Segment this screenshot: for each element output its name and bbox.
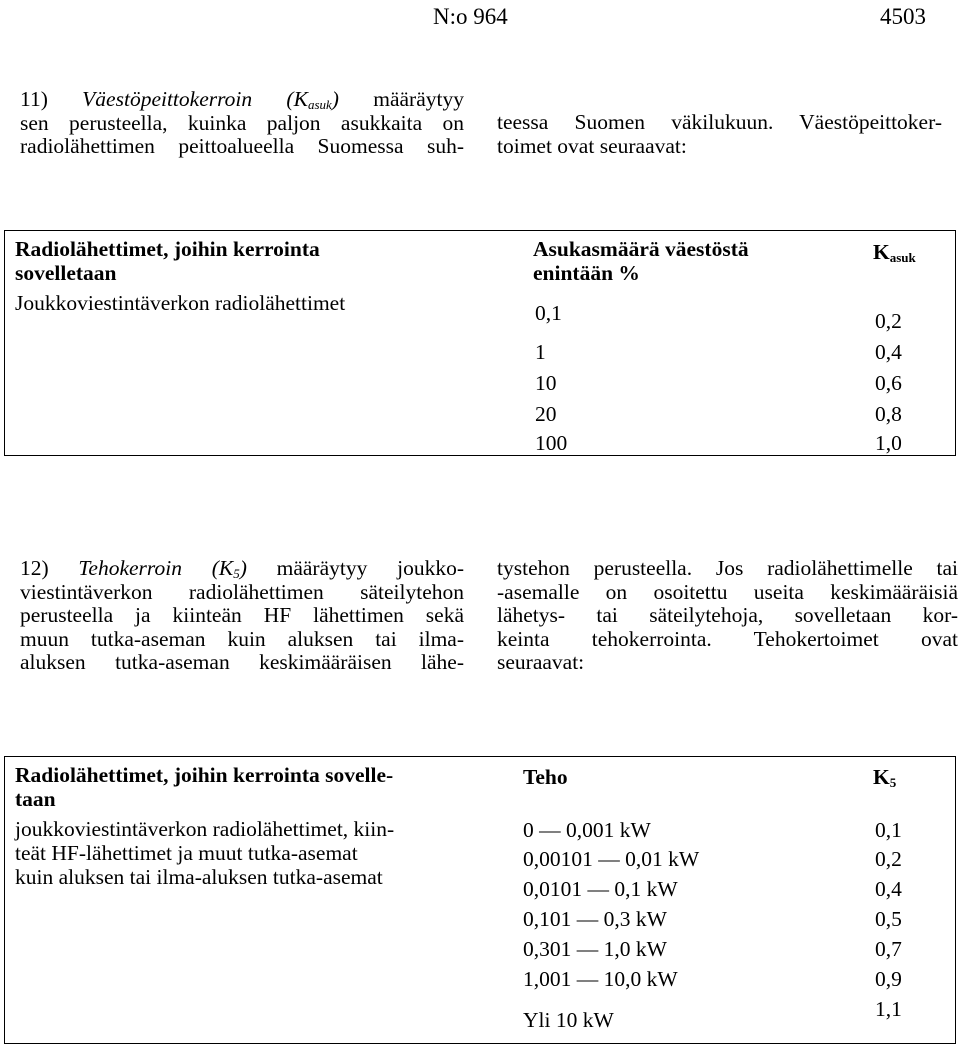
table1-header-transmitters: Radiolähettimet, joihin kerrointa sovelletaan	[15, 237, 320, 285]
p12-right-line-2: -asemalle on osoitettu useita keskimääräisiä	[497, 579, 958, 604]
p11-right-line-1: teessa Suomen väkilukuun. Väestöpeittoker-	[497, 110, 942, 134]
table-power-factor	[4, 756, 956, 1044]
p12-line-3: perusteella ja kiinteän HF lähettimen sekä	[20, 603, 464, 627]
table1-row-pct: 1	[535, 340, 546, 364]
p12-right-line-4: keinta tehokerrointa. Tehokertoimet ovat	[497, 626, 958, 651]
table2-header-teho: Teho	[523, 765, 568, 789]
table1-row-pct: 100	[535, 431, 568, 455]
table2-row-teho: 1,001 — 10,0 kW	[523, 967, 678, 991]
table2-row-teho: Yli 10 kW	[523, 1008, 614, 1032]
p11-line-2: sen perusteella, kuinka paljon asukkaita on	[20, 110, 464, 135]
p12-line-2: viestintäverkon radiolähettimen säteilytehon	[20, 579, 464, 604]
table2-header-transmitters: Radiolähettimet, joihin kerrointa sovelle- taan	[15, 763, 394, 811]
p11-right-line-2: toimet ovat seuraavat:	[497, 133, 687, 158]
table2-row-k: 0,2	[875, 847, 902, 871]
paragraph-11-right	[497, 111, 942, 158]
table-population-factor	[4, 230, 956, 456]
table2-category: joukkoviestintäverkon radiolähettimet, kiin- teät HF-lähettimet ja muut tutka-asemat kuin aluksen tai ilma-aluksen tutka-asemat	[15, 817, 395, 889]
paragraph-12-right	[497, 557, 958, 675]
p12-line-1: 12) Tehokerroin $(K_5)$ määräytyy joukko-	[20, 556, 464, 581]
table2-row-teho: 0,101 — 0,3 kW	[523, 907, 667, 931]
table2-header-k5: $K_5$	[873, 765, 897, 790]
table2-row-k: 0,7	[875, 937, 902, 961]
table2-row-teho: 0,00101 — 0,01 kW	[523, 847, 700, 871]
paragraph-12-left	[20, 557, 464, 675]
p12-line-5: aluksen tutka-aseman keskimääräisen lähe-	[20, 650, 464, 674]
table2-row-teho: 0,0101 — 0,1 kW	[523, 877, 678, 901]
p12-right-line-3: lähetys- tai säteilytehoja, sovelletaan kor-	[497, 603, 958, 627]
table2-row-teho: 0 — 0,001 kW	[523, 818, 651, 842]
table1-row-k: 0,8	[875, 402, 902, 426]
table1-row-pct: 20	[535, 402, 557, 426]
p11-line-3: radiolähettimen peittoalueella Suomessa suh-	[20, 134, 464, 158]
table2-row-k: 0,5	[875, 907, 902, 931]
table1-category: Joukkoviestintäverkon radiolähettimet	[15, 291, 346, 315]
table1-row-pct: 0,1	[535, 301, 562, 325]
table1-header-population: Asukasmäärä väestöstä enintään %	[533, 237, 749, 285]
table2-row-k: 0,4	[875, 877, 902, 901]
table2-row-teho: 0,301 — 1,0 kW	[523, 937, 667, 961]
table2-row-k: 1,1	[875, 997, 902, 1021]
paragraph-11-left	[20, 88, 464, 159]
table1-row-pct: 10	[535, 371, 557, 395]
table1-row-k: 0,4	[875, 340, 902, 364]
table2-row-k: 0,1	[875, 818, 902, 842]
table2-row-k: 0,9	[875, 967, 902, 991]
p12-right-line-1: tystehon perusteella. Jos radiolähettimelle tai	[497, 556, 958, 580]
table1-row-k: 0,2	[875, 309, 902, 333]
table1-row-k: 1,0	[875, 431, 902, 455]
page-number: 4503	[880, 4, 926, 29]
p11-line-1: 11) Väestöpeittokerroin $(K_{asuk})$ määräytyy	[20, 87, 464, 112]
p12-right-line-5: seuraavat:	[497, 650, 585, 674]
document-number: N:o 964	[433, 4, 508, 29]
p12-line-4: muun tutka-aseman kuin aluksen tai ilma-	[20, 626, 464, 651]
table1-header-k: $K_{asuk}$	[873, 240, 916, 265]
table1-row-k: 0,6	[875, 371, 902, 395]
